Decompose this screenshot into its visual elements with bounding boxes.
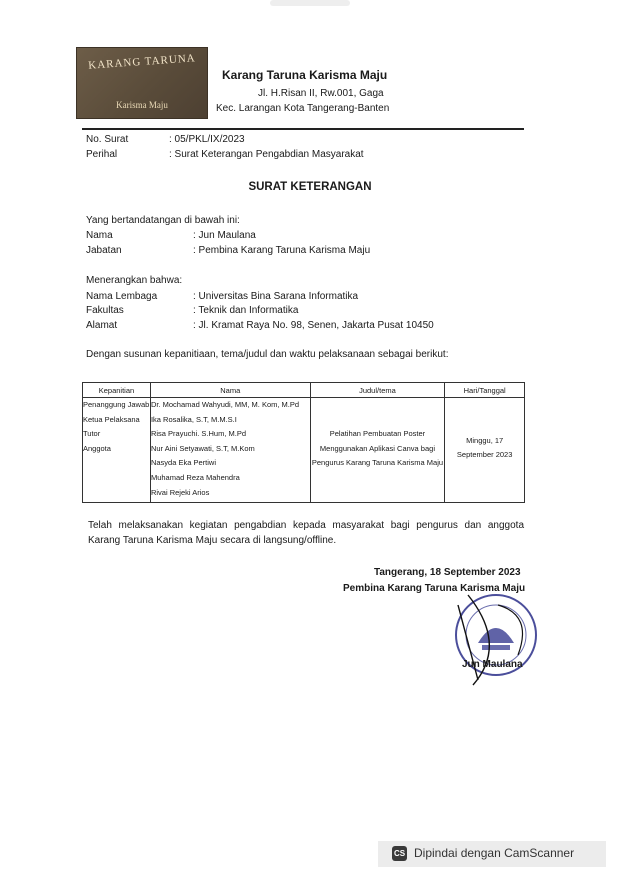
kepanitian-item: Penanggung Jawab (83, 400, 150, 409)
organization-logo (76, 47, 208, 119)
nama-item: Nur Aini Setyawati, S.T, M.Kom (150, 443, 255, 453)
org-name: Karang Taruna Karisma Maju (222, 68, 388, 82)
hari-cell (445, 398, 525, 503)
judul-line: Pelatihan Pembuatan Poster (329, 429, 426, 438)
perihal-value: : Surat Keterangan Pengabdian Masyarakat (169, 149, 364, 160)
nama-cell (150, 398, 310, 503)
hari-line: Minggu, 17 (466, 436, 504, 445)
nama-item: Rivai Rejeki Arios (150, 487, 210, 497)
header-nama: Nama (150, 383, 310, 398)
nama-item: Ika Rosalika, S.T, M.M.S.I (150, 414, 237, 424)
header-kepanitian: Kepanitian (83, 383, 151, 398)
alamat-label: Alamat (86, 320, 118, 331)
kepanitian-cell (83, 398, 151, 503)
judul-line: Menggunakan Aplikasi Canva bagi (319, 443, 435, 453)
nama-item: Nasyda Eka Pertiwi (150, 458, 216, 468)
table-header-row (83, 383, 525, 398)
judul-line: Pengurus Karang Taruna Karisma Maju (311, 458, 444, 468)
nama-value: : Jun Maulana (193, 230, 256, 241)
org-address-line1: Jl. H.Risan II, Rw.001, Gaga (258, 88, 384, 99)
table-row (83, 398, 525, 503)
no-surat-label: No. Surat (86, 134, 129, 145)
header-hari: Hari/Tanggal (445, 383, 525, 398)
kepanitian-item: Tutor (83, 429, 101, 439)
camscanner-badge (378, 841, 606, 867)
committee-table (82, 382, 525, 503)
jabatan-label: Jabatan (86, 245, 122, 256)
fakultas-value: : Teknik dan Informatika (193, 305, 299, 316)
judul-cell (310, 398, 445, 503)
no-surat-value: : 05/PKL/IX/2023 (169, 134, 245, 145)
hari-line: September 2023 (456, 450, 513, 459)
menerangkan-text: Menerangkan bahwa: (86, 275, 183, 286)
perihal-label: Perihal (86, 149, 118, 160)
logo-text-bottom: Karisma Maju (116, 100, 168, 110)
jabatan-value: : Pembina Karang Taruna Karisma Maju (193, 245, 371, 256)
header-judul: Judul/tema (310, 383, 445, 398)
signer-role: Pembina Karang Taruna Karisma Maju (343, 583, 526, 594)
camscanner-text: Dipindai dengan CamScanner (414, 846, 575, 860)
scan-artifact (270, 0, 350, 6)
closing-paragraph: Telah melaksanakan kegiatan pengabdian kepada masyarakat bagi pengurus dan anggota Karang Taruna Karisma Maju secara di langsung/offline. (88, 520, 524, 546)
place-date: Tangerang, 18 September 2023 (374, 567, 521, 578)
kepanitian-item: Ketua Pelaksana (83, 414, 140, 424)
fakultas-label: Fakultas (86, 305, 124, 316)
susunan-text: Dengan susunan kepanitiaan, tema/judul dan waktu pelaksanaan sebagai berikut: (86, 349, 449, 360)
nama-item: Muhamad Reza Mahendra (150, 472, 240, 482)
camscanner-icon: CS (392, 846, 407, 861)
nama-item: Dr. Mochamad Wahyudi, MM, M. Kom, M.Pd (150, 400, 300, 409)
header-divider (82, 128, 524, 130)
kepanitian-item: Anggota (83, 443, 111, 453)
letter-title: SURAT KETERANGAN (248, 181, 372, 193)
signer-name: Jun Maulana (462, 659, 523, 670)
nama-item: Risa Prayuchi. S.Hum, M.Pd (150, 429, 246, 439)
lembaga-label: Nama Lembaga (86, 291, 158, 302)
logo-text-top: KARANG TARUNA (87, 52, 197, 72)
official-stamp (438, 585, 548, 695)
nama-label: Nama (86, 230, 113, 241)
alamat-value: : Jl. Kramat Raya No. 98, Senen, Jakarta Pusat 10450 (193, 320, 434, 331)
org-address-line2: Kec. Larangan Kota Tangerang-Banten (216, 103, 390, 114)
intro-text: Yang bertandatangan di bawah ini: (86, 215, 240, 226)
lembaga-value: : Universitas Bina Sarana Informatika (193, 291, 359, 302)
